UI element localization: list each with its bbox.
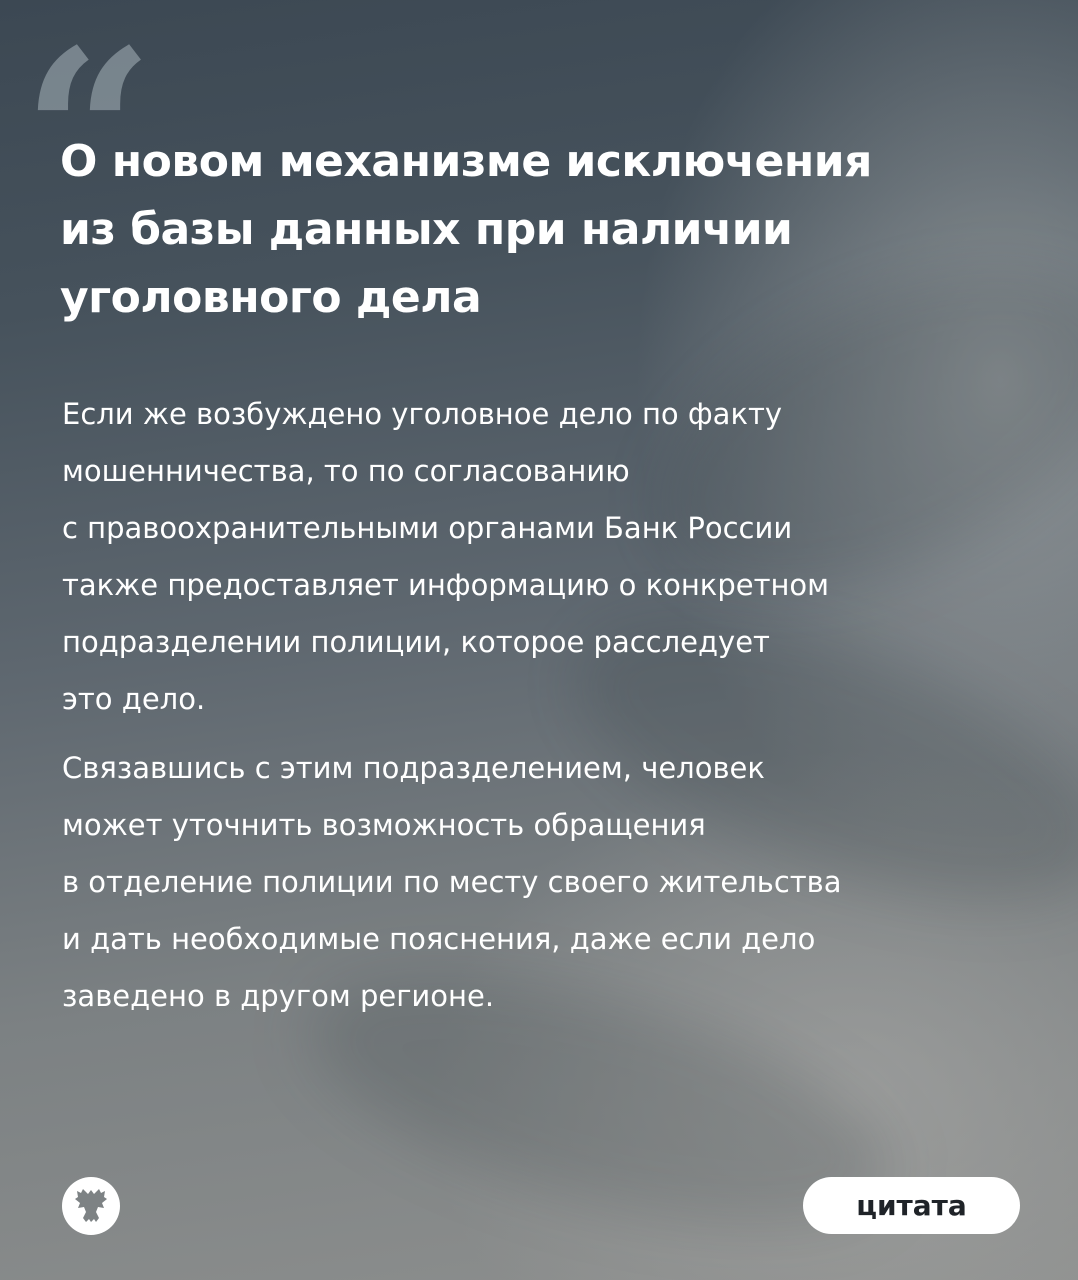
body-text	[62, 386, 1052, 1037]
text-line: с правоохранительными органами Банк России	[62, 511, 793, 545]
page-title	[60, 128, 872, 332]
text-line: Связавшись с этим подразделением, человек	[62, 751, 765, 785]
title-line: О новом механизме исключения	[60, 136, 872, 187]
paragraph-2	[62, 740, 1052, 1025]
text-line: в отделение полиции по месту своего жительства	[62, 865, 842, 899]
text-line: и дать необходимые пояснения, даже если дело	[62, 922, 816, 956]
bank-logo	[62, 1177, 120, 1235]
text-line: Если же возбуждено уголовное дело по факту	[62, 397, 783, 431]
text-line: мошенничества, то по согласованию	[62, 454, 630, 488]
quote-mark-icon: “	[22, 0, 155, 270]
text-line: также предоставляет информацию о конкретном	[62, 568, 830, 602]
text-line: это дело.	[62, 682, 206, 716]
quote-tag-badge: цитата	[803, 1177, 1020, 1234]
title-line: уголовного дела	[60, 272, 482, 323]
text-line: может уточнить возможность обращения	[62, 808, 706, 842]
title-line: из базы данных при наличии	[60, 204, 793, 255]
text-line: заведено в другом регионе.	[62, 979, 495, 1013]
paragraph-1	[62, 386, 1052, 728]
text-line: подразделении полиции, которое расследует	[62, 625, 770, 659]
double-headed-eagle-icon	[71, 1184, 111, 1228]
